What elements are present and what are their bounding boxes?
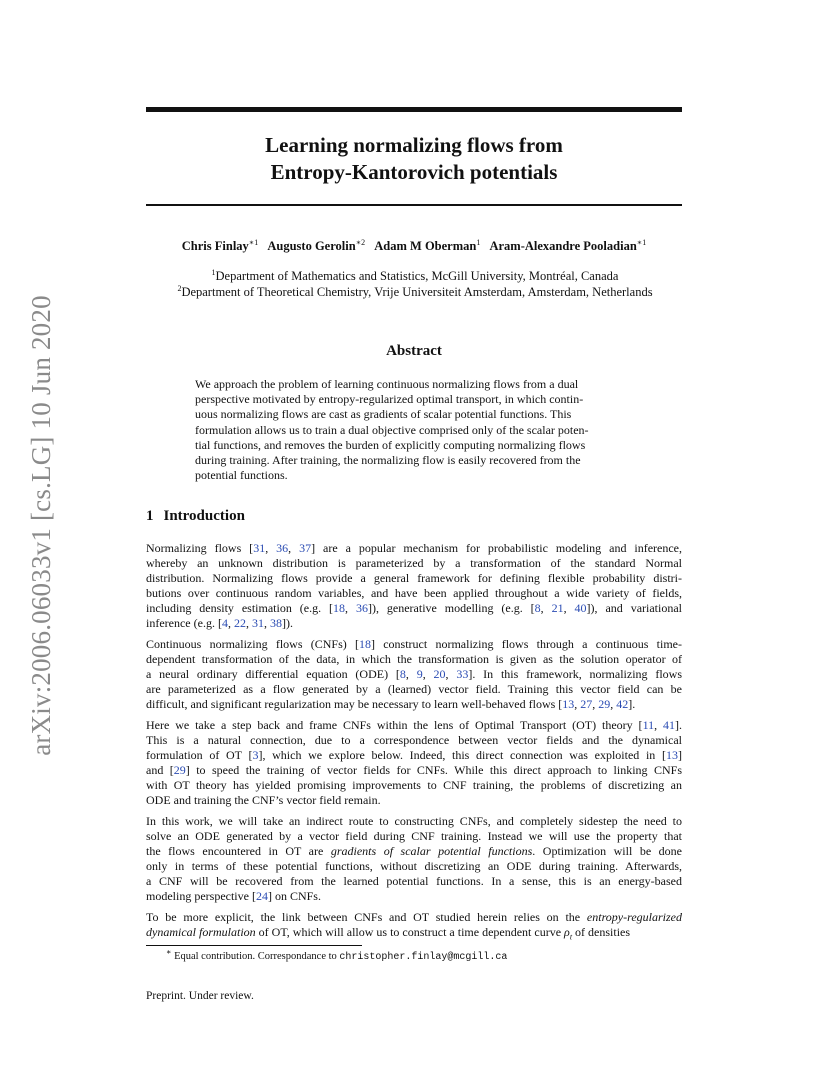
text-run: ] are a popular mechanism for probabilistic modeling and inference, — [311, 541, 683, 555]
introduction-body — [146, 541, 682, 946]
text-line — [146, 859, 682, 874]
text-run: This is a natural connection, due to a correspondence between vector fields and the dynamical — [146, 733, 682, 747]
text-line — [146, 682, 682, 697]
text-run: , — [288, 541, 300, 555]
text-run: ] construct normalizing flows through a continuous time- — [370, 637, 682, 651]
text-run: , — [574, 697, 581, 711]
citation-link[interactable]: 13 — [665, 748, 678, 762]
citation-link[interactable]: 9 — [416, 667, 423, 681]
text-line — [146, 667, 682, 682]
text-run: ]). — [281, 616, 293, 630]
citation-link[interactable]: 29 — [173, 763, 186, 777]
text-run: , — [610, 697, 617, 711]
text-line — [146, 541, 682, 556]
text-run: ] to speed the training of vector fields for CNFs. While this direct approach to linking CNFs — [185, 763, 682, 777]
text-run: , — [592, 697, 599, 711]
author: Aram-Alexandre Pooladian$^{∗1}$ — [489, 237, 647, 253]
citation-link[interactable]: 22 — [233, 616, 246, 630]
emphasis: dynamical formulation — [146, 925, 256, 939]
abstract-heading: Abstract — [386, 343, 442, 359]
citation-link[interactable]: 38 — [269, 616, 282, 630]
citation-link[interactable]: 13 — [562, 697, 575, 711]
subscript: t — [569, 932, 573, 942]
citation-link[interactable]: 21 — [551, 601, 564, 615]
text-line — [146, 778, 682, 793]
text-line — [146, 748, 682, 763]
paragraph — [146, 541, 682, 631]
paragraph — [146, 637, 682, 712]
citation-link[interactable]: 27 — [580, 697, 593, 711]
text-run: a neural ordinary differential equation (ODE) [ — [146, 667, 400, 681]
citation-link[interactable]: 3 — [252, 748, 259, 762]
arxiv-sidebar-stamp — [20, 290, 62, 760]
emphasis: ρ — [564, 925, 570, 939]
paragraph — [146, 910, 682, 940]
citation-link[interactable]: 4 — [221, 616, 228, 630]
author: Augusto Gerolin$^{∗2}$ — [267, 237, 366, 253]
text-line — [146, 556, 682, 571]
abstract-line: We approach the problem of learning continuous normalizing flows from a dual — [195, 377, 579, 391]
text-line — [146, 925, 682, 940]
title-line-1: Learning normalizing flows from — [265, 133, 563, 157]
affiliations — [120, 268, 710, 300]
citation-link[interactable]: 18 — [333, 601, 346, 615]
text-run: ]), and variational — [586, 601, 683, 615]
author-list — [146, 239, 682, 254]
text-run: a CNF will be recovered from the learned potential functions. In a sense, this is an energy-based — [146, 874, 682, 888]
text-run: and [ — [146, 763, 174, 777]
text-run: , — [422, 667, 434, 681]
citation-link[interactable]: 31 — [253, 541, 266, 555]
citation-link[interactable]: 31 — [251, 616, 264, 630]
text-line — [146, 763, 682, 778]
text-line — [146, 829, 682, 844]
affiliation: $^1$Department of Mathematics and Statistics, McGill University, Montréal, Canada — [211, 267, 619, 283]
section-title: Introduction — [163, 508, 245, 524]
text-line — [146, 697, 682, 712]
text-run: , — [445, 667, 457, 681]
text-run: solve an ODE generated by a vector field during CNF training. Instead we will use the property that — [146, 829, 682, 843]
text-run: with OT theory has yielded promising improvements to CNF training, the problems of discretizing an — [146, 778, 682, 792]
text-run: ]), generative modelling (e.g. [ — [367, 601, 535, 615]
abstract-line: tial functions, and removes the burden of explicitly computing normalizing flows — [195, 437, 586, 452]
text-run: ] on CNFs. — [267, 889, 321, 903]
text-run: , — [405, 667, 417, 681]
abstract-line: uous normalizing flows are cast as gradients of scalar potential functions. This — [195, 407, 572, 422]
text-line — [146, 586, 682, 601]
text-run: difficult, and significant regularization may be necessary to learn well-behaved flows [ — [146, 697, 563, 711]
text-run: , — [563, 601, 575, 615]
text-run: In this work, we will take an indirect route to constructing CNFs, and completely sidestep the need to — [146, 814, 682, 828]
text-line — [146, 889, 682, 904]
section-number: 1 — [146, 508, 154, 524]
section-heading — [146, 508, 245, 525]
affiliation: $^2$Department of Theoretical Chemistry, Vrije Universiteit Amsterdam, Amsterdam, Netherlands — [177, 283, 653, 299]
text-line — [146, 616, 682, 631]
text-run: butions over continuous random variables, and have been applied throughout a wide variety of fields, — [146, 586, 682, 600]
text-run: To be more explicit, the link between CNFs and OT studied herein relies on the — [146, 910, 587, 924]
preprint-notice: Preprint. Under review. — [146, 990, 254, 1002]
text-run: Continuous normalizing flows (CNFs) [ — [146, 637, 359, 651]
text-run: the flows encountered in OT are — [146, 844, 331, 858]
abstract-line: perspective motivated by entropy-regularized optimal transport, in which contin- — [195, 392, 584, 407]
text-run: modeling perspective [ — [146, 889, 256, 903]
text-run: . Optimization will be done — [532, 844, 682, 858]
text-run: , — [540, 601, 552, 615]
abstract-body — [195, 377, 634, 483]
emphasis: entropy-regularized — [586, 910, 682, 924]
paragraph — [146, 718, 682, 808]
text-line — [146, 733, 682, 748]
citation-link[interactable]: 41 — [663, 718, 676, 732]
citation-link[interactable]: 29 — [598, 697, 611, 711]
text-run: ], which we explore below. Indeed, this direct connection was exploited in [ — [258, 748, 666, 762]
text-line — [146, 601, 682, 616]
arxiv-id: arXiv:2006.06033v1 [cs.LG] 10 Jun 2020 — [25, 294, 56, 756]
title-line-2: Entropy-Kantorovich potentials — [270, 160, 558, 184]
text-run: whereby an unknown distribution is parameterized by a transformation of the standard Normal — [146, 556, 682, 570]
text-line — [146, 814, 682, 829]
text-line — [146, 874, 682, 889]
text-run: formulation of OT [ — [146, 748, 253, 762]
paper-title — [146, 132, 682, 186]
text-run: of OT, which will allow us to construct a time dependent curve — [255, 925, 565, 939]
text-run: are parameterized as a flow generated by a (learned) vector field. Training this vector field can be — [146, 682, 682, 696]
text-line — [146, 571, 682, 586]
title-bottom-rule — [146, 204, 682, 206]
citation-link[interactable]: 33 — [456, 667, 469, 681]
text-line — [146, 910, 682, 925]
text-run: of densities — [572, 925, 631, 939]
citation-link[interactable]: 36 — [276, 541, 289, 555]
author: Chris Finlay$^{∗1}$ — [181, 237, 259, 253]
text-run: , — [227, 616, 234, 630]
citation-link[interactable]: 37 — [299, 541, 312, 555]
text-line — [146, 637, 682, 652]
citation-link[interactable]: 11 — [642, 718, 655, 732]
author: Adam M Oberman$^1$ — [374, 237, 481, 253]
citation-link[interactable]: 24 — [255, 889, 268, 903]
abstract-line: during training. After training, the normalizing flow is easily recovered from the — [195, 452, 581, 467]
text-line — [146, 652, 682, 667]
text-run: including density estimation (e.g. [ — [146, 601, 334, 615]
citation-link[interactable]: 18 — [358, 637, 371, 651]
text-run: ]. In this framework, normalizing flows — [468, 667, 683, 681]
text-line — [146, 718, 682, 733]
text-run: , — [654, 718, 664, 732]
text-run: Normalizing flows [ — [146, 541, 254, 555]
citation-link[interactable]: 8 — [399, 667, 406, 681]
text-run: ] — [677, 748, 682, 762]
text-run: , — [265, 541, 277, 555]
citation-link[interactable]: 42 — [616, 697, 629, 711]
citation-link[interactable]: 20 — [433, 667, 446, 681]
abstract-line: formulation allows us to train a dual objective comprised only of the scalar poten- — [195, 422, 589, 437]
text-run: , — [245, 616, 252, 630]
text-run: , — [263, 616, 270, 630]
title-top-rule — [146, 107, 682, 112]
footnote-rule — [146, 945, 362, 946]
citation-link[interactable]: 40 — [574, 601, 587, 615]
text-line — [146, 793, 682, 808]
footnote: ∗ Equal contribution. Correspondance to christopher.finlay@mcgill.ca — [166, 947, 508, 963]
abstract-line: potential functions. — [195, 468, 288, 483]
text-run: ]. — [628, 697, 636, 711]
text-run: ]. — [675, 718, 683, 732]
text-run: Here we take a step back and frame CNFs within the lens of Optimal Transport (OT) theory [ — [146, 718, 643, 732]
contact-email[interactable]: christopher.finlay@mcgill.ca — [339, 952, 508, 963]
text-run: inference (e.g. [ — [146, 616, 222, 630]
citation-link[interactable]: 8 — [534, 601, 541, 615]
text-run: ODE and training the CNF’s vector field remain. — [146, 793, 381, 807]
citation-link[interactable]: 36 — [355, 601, 368, 615]
text-run: dependent transformation of the data, in which the transformation is given as the solution operator of — [146, 652, 682, 666]
text-run: only in terms of these potential functions, without discretizing an ODE during training. Afterwards, — [146, 859, 682, 873]
emphasis: gradients of scalar potential functions — [330, 844, 533, 858]
paragraph — [146, 814, 682, 904]
text-line — [146, 844, 682, 859]
text-run: distribution. Normalizing flows provide a general framework for defining flexible probability distri- — [146, 571, 682, 585]
text-run: , — [345, 601, 356, 615]
